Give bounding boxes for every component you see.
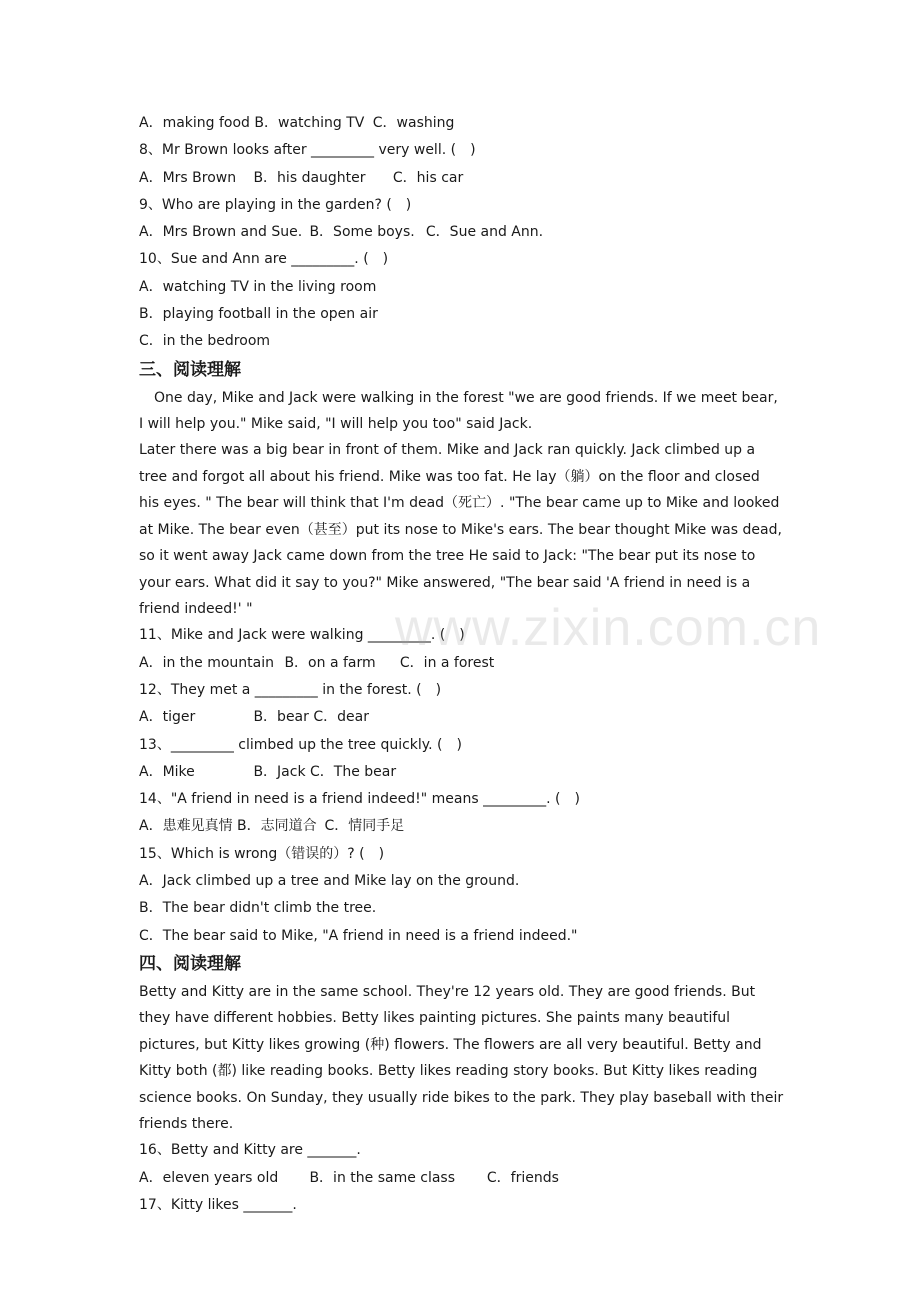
section3-title: 三、阅读理解 [139,359,241,380]
q14-question: 14、"A friend in need is a friend indeed!" means _________. ( ) [139,791,580,808]
q13-option-b: B．Jack [253,763,306,780]
watermark: www.zixin.com.cn [395,599,822,657]
q12-option-c: C．dear [313,709,369,726]
q9-option-a: A．Mrs Brown and Sue. [139,224,303,241]
q9-option-b: B．Some boys. [309,224,415,241]
q14-option-b: B．志同道合 [237,818,317,835]
q7-option-b: B．watching TV [254,115,365,131]
q16-options [139,1165,784,1192]
section4-title: 四、阅读理解 [139,953,241,974]
q12-options [139,704,784,731]
q17-question: 17、Kitty likes _______. [139,1196,297,1213]
q11-option-a: A．in the mountain [139,654,274,671]
q14-option-c: C．情同手足 [324,818,405,835]
q8-option-b: B．his daughter [253,169,366,186]
q10-option-c: C．in the bedroom [139,333,271,350]
q10-option-a: A．watching TV in the living room [139,278,377,295]
q15-option-a: A．Jack climbed up a tree and Mike lay on the ground. [139,873,520,889]
q16-option-b: B．in the same class [309,1169,456,1186]
q8-question: 8、Mr Brown looks after _________ very well. ( ) [139,142,476,159]
q8-options [139,165,784,192]
q7-option-c: C．washing [372,115,455,131]
q12-option-b: B．bear [253,709,309,726]
q16-option-c: C．friends [486,1169,559,1186]
q13-options [139,759,784,786]
q9-options [139,219,784,246]
q10-option-b: B．playing football in the open air [139,306,378,323]
q16-option-a: A．eleven years old [139,1169,279,1186]
q11-option-b: B．on a farm [284,654,376,671]
q15-question: 15、Which is wrong（错误的）? ( ) [139,845,385,862]
q8-option-a: A．Mrs Brown [139,169,237,186]
q12-option-a: A．tiger [139,709,196,726]
q10-question: 10、Sue and Ann are _________. ( ) [139,251,389,268]
q9-option-c: C．Sue and Ann. [425,224,544,241]
q11-options [139,650,784,677]
q12-question: 12、They met a _________ in the forest. ( ) [139,681,442,698]
section3-paragraph-1: One day, Mike and Jack were walking in the forest "we are good friends. If we meet bear, I will help you." Mike said, "I will help you too" said Jack. [139,389,778,433]
q13-question: 13、_________ climbed up the tree quickly. ( ) [139,736,462,753]
q14-option-a: A．患难见真情 [139,818,233,835]
q11-question: 11、Mike and Jack were walking _________. ( ) [139,627,465,644]
q13-option-a: A．Mike [139,763,195,780]
q15-option-b: B．The bear didn't climb the tree. [139,900,377,917]
q16-question: 16、Betty and Kitty are _______. [139,1142,361,1159]
q14-options [139,813,784,840]
q7-option-a: A．making food [139,115,250,131]
q7-options [139,110,784,137]
section3-paragraph-2: Later there was a big bear in front of them. Mike and Jack ran quickly. Jack climbed up a tree and forgot all about his friend. Mike was too fat. He lay（躺）on the floor and closed his eyes. " The bear will think that I'm dead（死亡）. "The bear came up to Mike and looked at Mike. The bear even（甚至）put its nose to Mike's ears. The bear thought Mike was dead, so it went away Jack came down from the tree He said to Jack: "The bear put its nose to your ears. What did it say to you?" Mike answered, "The bear said 'A friend in need is a friend indeed!' " [139,442,782,617]
worksheet-page [139,110,784,1219]
q8-option-c: C．his car [392,169,464,186]
q11-option-c: C．in a forest [399,654,495,671]
q13-option-c: C．The bear [310,763,397,780]
q9-question: 9、Who are playing in the garden? ( ) [139,196,412,213]
section4-paragraph: Betty and Kitty are in the same school. They're 12 years old. They are good friends. But they have different hobbies. Betty likes painting pictures. She paints many beautiful pictures, but Kitty likes growing (种) flowers. The flowers are all very beautiful. Betty and Kitty both (都) like reading books. Betty likes reading story books. But Kitty likes reading science books. On Sunday, they usually ride bikes to the park. They play baseball with their friends there. [139,983,784,1132]
q15-option-c: C．The bear said to Mike, "A friend in need is a friend indeed." [139,927,578,944]
